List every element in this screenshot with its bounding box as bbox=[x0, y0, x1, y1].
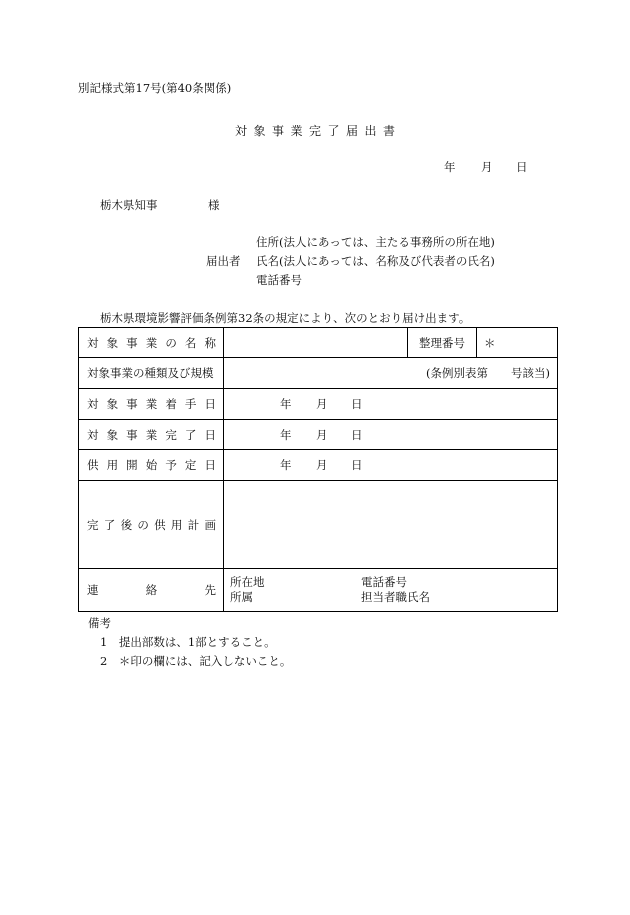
service-start-date-month: 月 bbox=[316, 458, 328, 472]
reference-number-label: 整理番号 bbox=[419, 335, 465, 350]
label-char: 了 bbox=[184, 427, 197, 442]
label-char: 了 bbox=[103, 517, 116, 532]
start-date-year: 年 bbox=[280, 397, 292, 411]
label-char: 対 bbox=[87, 397, 99, 411]
service-start-date-day: 日 bbox=[351, 458, 363, 472]
service-plan-field[interactable] bbox=[224, 481, 558, 569]
note-item-1: 1 提出部数は、1部とすること。 bbox=[100, 635, 276, 649]
label-char: 完 bbox=[87, 517, 99, 532]
start-date-label bbox=[79, 396, 223, 412]
label-char: 始 bbox=[145, 458, 158, 472]
row-project-name bbox=[79, 328, 558, 358]
reference-number-mark: ＊ bbox=[484, 335, 496, 350]
label-char: 名 bbox=[184, 335, 197, 350]
row-contact bbox=[79, 569, 558, 612]
date-year-label: 年 bbox=[444, 160, 456, 174]
applicant-address-line: 住所(法人にあっては、主たる事務所の所在地) bbox=[256, 235, 495, 249]
service-plan-label bbox=[79, 517, 223, 533]
completion-date-month: 月 bbox=[316, 427, 328, 442]
label-char: 完 bbox=[165, 427, 177, 442]
label-char: 開 bbox=[126, 458, 138, 472]
service-start-date-label bbox=[79, 457, 223, 473]
service-start-date-field[interactable] bbox=[224, 450, 558, 481]
project-type-label: 対象事業の種類及び規模 bbox=[87, 366, 214, 380]
document-title: 対象事業完了届出書 bbox=[235, 124, 402, 138]
label-char: 予 bbox=[165, 458, 177, 472]
row-service-plan bbox=[79, 481, 558, 569]
label-char: 事 bbox=[126, 427, 138, 442]
label-char: 業 bbox=[145, 335, 158, 350]
label-char: 事 bbox=[126, 397, 138, 411]
label-char: 対 bbox=[87, 427, 99, 442]
contact-department-label: 所属 bbox=[230, 590, 253, 604]
label-char: 日 bbox=[204, 397, 216, 411]
start-date-day: 日 bbox=[351, 397, 363, 411]
label-char: 計 bbox=[187, 517, 200, 532]
applicant-label: 届出者 bbox=[206, 254, 241, 268]
contact-phone-label: 電話番号 bbox=[361, 575, 407, 589]
project-name-field[interactable] bbox=[224, 328, 408, 358]
label-char: 業 bbox=[145, 427, 158, 442]
applicant-phone-line: 電話番号 bbox=[256, 273, 302, 287]
row-project-type bbox=[79, 358, 558, 389]
label-char: 日 bbox=[204, 427, 216, 442]
project-type-field[interactable] bbox=[224, 358, 558, 389]
note-item-2: 2 ＊印の欄には、記入しないこと。 bbox=[100, 654, 292, 668]
label-char: 日 bbox=[204, 458, 216, 472]
label-char: 象 bbox=[106, 335, 119, 350]
service-start-date-year: 年 bbox=[280, 458, 292, 472]
completion-date-label bbox=[79, 427, 223, 443]
row-start-date bbox=[79, 389, 558, 420]
completion-date-year: 年 bbox=[280, 427, 292, 442]
start-date-month: 月 bbox=[316, 397, 328, 411]
label-char: の bbox=[165, 335, 177, 350]
contact-label bbox=[79, 582, 223, 598]
completion-date-day: 日 bbox=[351, 427, 363, 442]
label-char: 連 bbox=[87, 583, 99, 597]
applicant-name-line: 氏名(法人にあっては、名称及び代表者の氏名) bbox=[256, 254, 495, 268]
label-char: 象 bbox=[106, 397, 119, 411]
label-char: 定 bbox=[184, 458, 197, 472]
label-char: 後 bbox=[120, 517, 133, 532]
label-char: 絡 bbox=[145, 583, 158, 597]
project-type-note: (条例別表第 号該当) bbox=[426, 366, 550, 380]
label-char: 象 bbox=[106, 427, 119, 442]
notes-heading: 備考 bbox=[88, 616, 111, 630]
label-char: の bbox=[137, 517, 149, 532]
label-char: 事 bbox=[126, 335, 138, 350]
statement-text: 栃木県環境影響評価条例第32条の規定により、次のとおり届け出ます。 bbox=[100, 311, 471, 325]
project-name-label bbox=[79, 335, 223, 351]
label-char: 供 bbox=[154, 517, 166, 532]
label-char: 着 bbox=[165, 397, 177, 411]
date-day-label: 日 bbox=[516, 160, 528, 174]
start-date-field[interactable] bbox=[224, 389, 558, 420]
row-completion-date bbox=[79, 420, 558, 450]
label-char: 用 bbox=[106, 458, 119, 472]
label-char: 供 bbox=[87, 458, 99, 472]
label-char: 先 bbox=[204, 583, 216, 597]
label-char: 業 bbox=[145, 397, 158, 411]
contact-field[interactable] bbox=[224, 569, 558, 612]
date-month-label: 月 bbox=[481, 160, 493, 174]
label-char: 対 bbox=[87, 335, 99, 350]
label-char: 称 bbox=[204, 335, 216, 350]
addressee-honorific: 様 bbox=[208, 198, 220, 212]
label-char: 用 bbox=[170, 517, 183, 532]
label-char: 手 bbox=[184, 397, 197, 411]
form-number: 別記様式第17号(第40条関係) bbox=[78, 81, 232, 95]
row-service-start-date bbox=[79, 450, 558, 481]
contact-person-label: 担当者職氏名 bbox=[361, 590, 430, 604]
contact-location-label: 所在地 bbox=[230, 575, 265, 589]
form-table bbox=[78, 327, 558, 612]
completion-date-field[interactable] bbox=[224, 420, 558, 450]
addressee-name: 栃木県知事 bbox=[100, 198, 158, 212]
label-char: 画 bbox=[204, 517, 216, 532]
